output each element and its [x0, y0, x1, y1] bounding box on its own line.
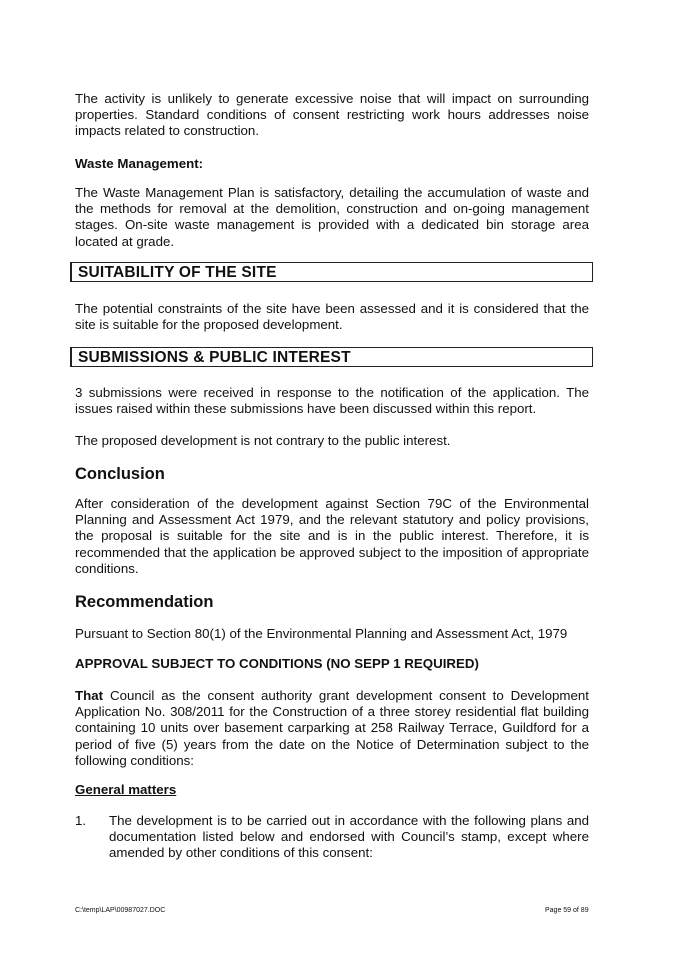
noise-paragraph: The activity is unlikely to generate excessive noise that will impact on surrounding properties. Standard conditions of consent restricting work hours addresses noise impacts related to construction.	[75, 91, 589, 139]
submissions-heading: SUBMISSIONS & PUBLIC INTEREST	[78, 349, 351, 366]
conclusion-heading: Conclusion	[75, 465, 165, 483]
general-matters-heading: General matters	[75, 782, 177, 797]
submissions-heading-box	[70, 347, 593, 367]
that-paragraph	[75, 688, 589, 769]
public-interest-paragraph: The proposed development is not contrary to the public interest.	[75, 433, 451, 448]
waste-management-paragraph: The Waste Management Plan is satisfactory, detailing the accumulation of waste and the methods for removal at the demolition, construction and on-going management stages. On-site waste management is provided with a dedicated bin storage area located at grade.	[75, 185, 589, 249]
waste-management-heading: Waste Management:	[75, 156, 204, 171]
suitability-heading: SUITABILITY OF THE SITE	[78, 264, 277, 281]
suitability-heading-box	[70, 262, 593, 282]
that-lead-word: That	[75, 688, 104, 703]
conclusion-paragraph: After consideration of the development against Section 79C of the Environmental Planning and Assessment Act 1979, and the relevant statutory and policy provisions, the proposal is suitable for the site and is in the public interest. Therefore, it is recommended that the application be approved subject to the imposition of appropriate conditions.	[75, 496, 589, 576]
submissions-paragraph: 3 submissions were received in response to the notification of the application. The issues raised within these submissions have been discussed within this report.	[75, 385, 589, 417]
condition-1-number: 1.	[75, 813, 87, 828]
footer-file-path: C:\temp\LAP\00987027.DOC	[75, 907, 166, 914]
recommendation-paragraph: Pursuant to Section 80(1) of the Environmental Planning and Assessment Act, 1979	[75, 626, 568, 641]
suitability-paragraph: The potential constraints of the site have been assessed and it is considered that the site is suitable for the proposed development.	[75, 301, 589, 333]
that-paragraph-body: Council as the consent authority grant development consent to Development Application No. 308/2011 for the Construction of a three storey residential flat building containing 10 units over basement carparking at 258 Railway Terrace, Guildford for a period of five (5) years from the date on the Notice of Determination subject to the following conditions:	[75, 688, 589, 768]
approval-heading: APPROVAL SUBJECT TO CONDITIONS (NO SEPP 1 REQUIRED)	[75, 656, 479, 671]
recommendation-heading: Recommendation	[75, 593, 214, 611]
condition-1-text: The development is to be carried out in accordance with the following plans and documentation listed below and endorsed with Council’s stamp, except where amended by other conditions of this consent:	[109, 813, 589, 861]
footer-page-number: Page 59 of 89	[545, 907, 589, 914]
